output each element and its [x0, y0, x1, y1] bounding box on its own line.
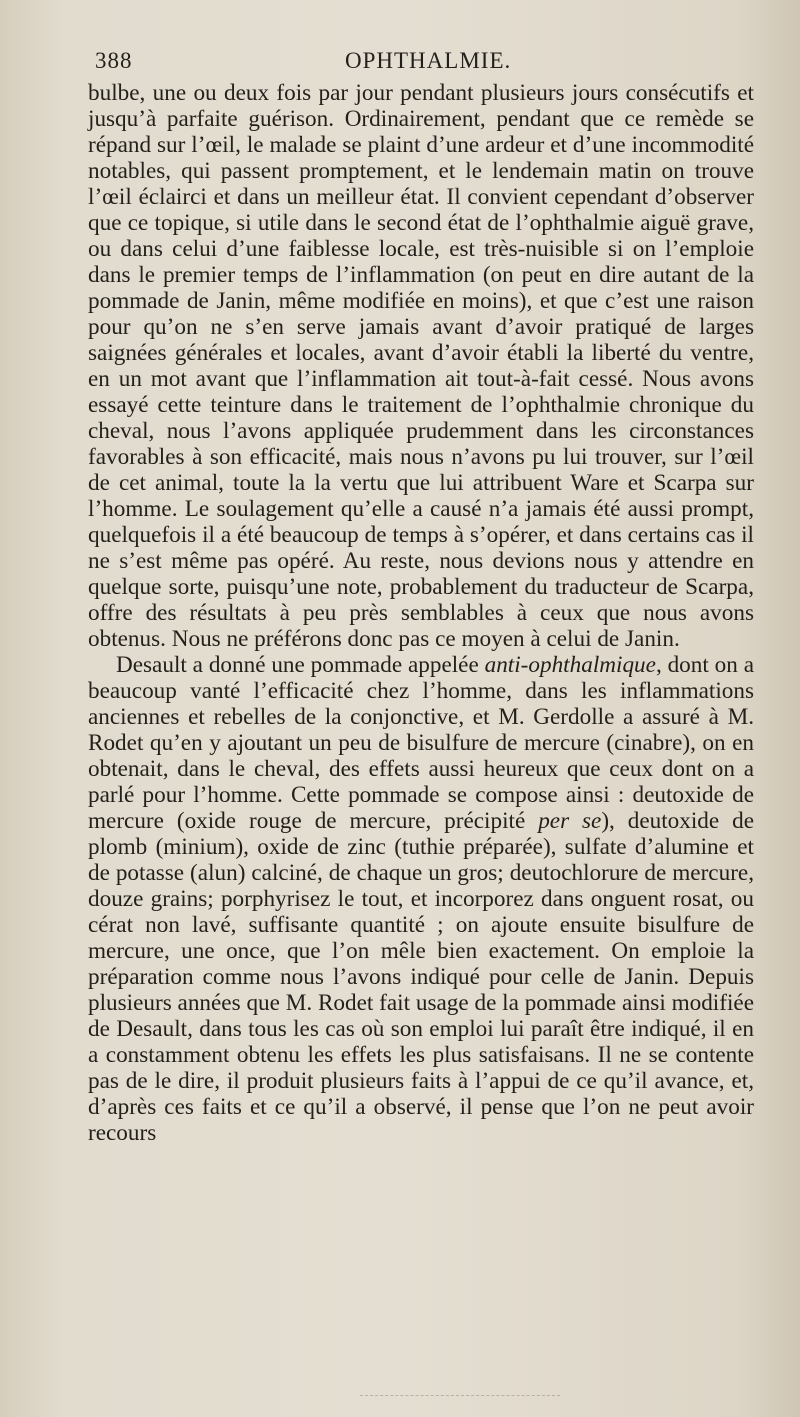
- paragraph-2-start: Desault a donné une pommade appelée: [116, 652, 485, 678]
- footer-rule: [360, 1395, 560, 1397]
- page-number: 388: [95, 48, 133, 73]
- italic-term-per-se: per se: [538, 808, 602, 834]
- body-text: [88, 80, 754, 1146]
- paragraph-2-end: ), deutoxide de plomb (minium), oxide de zinc (tuthie préparée), sulfate d’alumine et de potasse (alun) calciné, de chaque un gros; deutochlorure de mercure, douze grains; porphyrisez le tout, et incorporez dans onguent rosat, ou cérat non lavé, suffisante quantité ; on ajoute ensuite bisulfure de mercure, une once, que l’on mêle bien exactement. On emploie la préparation comme nous l’avons indiqué pour celle de Janin. Depuis plusieurs années que M. Rodet fait usage de la pommade ainsi modifiée de Desault, dans tous les cas où son emploi lui paraît être indiqué, il en a constamment obtenu les effets les plus satisfaisans. Il ne se contente pas de le dire, il produit plusieurs faits à l’appui de ce qu’il avance, et, d’après ces faits et ce qu’il a observé, il pense que l’on ne peut avoir recours: [88, 808, 754, 1146]
- page-header: [95, 48, 755, 78]
- running-head: OPHTHALMIE.: [345, 48, 512, 73]
- paragraph-1: bulbe, une ou deux fois par jour pendant plusieurs jours consécutifs et jusqu’à parfaite guérison. Ordinairement, pendant que ce remède se répand sur l’œil, le malade se plaint d’une ardeur et d’une incommodité notables, qui passent promptement, et le lendemain matin on trouve l’œil éclairci et dans un meilleur état. Il convient cependant d’observer que ce topique, si utile dans le second état de l’ophthalmie aiguë grave, ou dans celui d’une faiblesse locale, est très-nuisible si on l’emploie dans le premier temps de l’inflammation (on peut en dire autant de la pommade de Janin, même modifiée en moins), et que c’est une raison pour qu’on ne s’en serve jamais avant d’avoir pratiqué de larges saignées générales et locales, avant d’avoir établi la liberté du ventre, en un mot avant que l’inflammation ait tout-à-fait cessé. Nous avons essayé cette teinture dans le traitement de l’ophthalmie chronique du cheval, nous l’avons appliquée prudemment dans les circonstances favorables à son efficacité, mais nous n’avons pu lui trouver, sur l’œil de cet animal, toute la la vertu que lui attribuent Ware et Scarpa sur l’homme. Le soulagement qu’elle a causé n’a jamais été aussi prompt, quelquefois il a été beaucoup de temps à s’opérer, et dans certains cas il ne s’est même pas opéré. Au reste, nous devions nous y attendre en quelque sorte, puisqu’une note, probablement du traducteur de Scarpa, offre des résultats à peu près semblables à ceux que nous avons obtenus. Nous ne préférons donc pas ce moyen à celui de Janin.: [88, 80, 754, 652]
- paragraph-2-mid: , dont on a beaucoup vanté l’efficacité chez l’homme, dans les inflammations anciennes et rebelles de la conjonctive, et M. Gerdolle a assuré à M. Rodet qu’en y ajoutant un peu de bisulfure de mercure (cinabre), on en obtenait, dans le cheval, des effets aussi heureux que ceux dont on a parlé pour l’homme. Cette pommade se compose ainsi : deutoxide de mercure (oxide rouge de mercure, précipité: [88, 652, 754, 834]
- paragraph-2: [88, 652, 754, 1146]
- italic-term-anti-ophthalmique: anti-ophthalmique: [484, 652, 656, 678]
